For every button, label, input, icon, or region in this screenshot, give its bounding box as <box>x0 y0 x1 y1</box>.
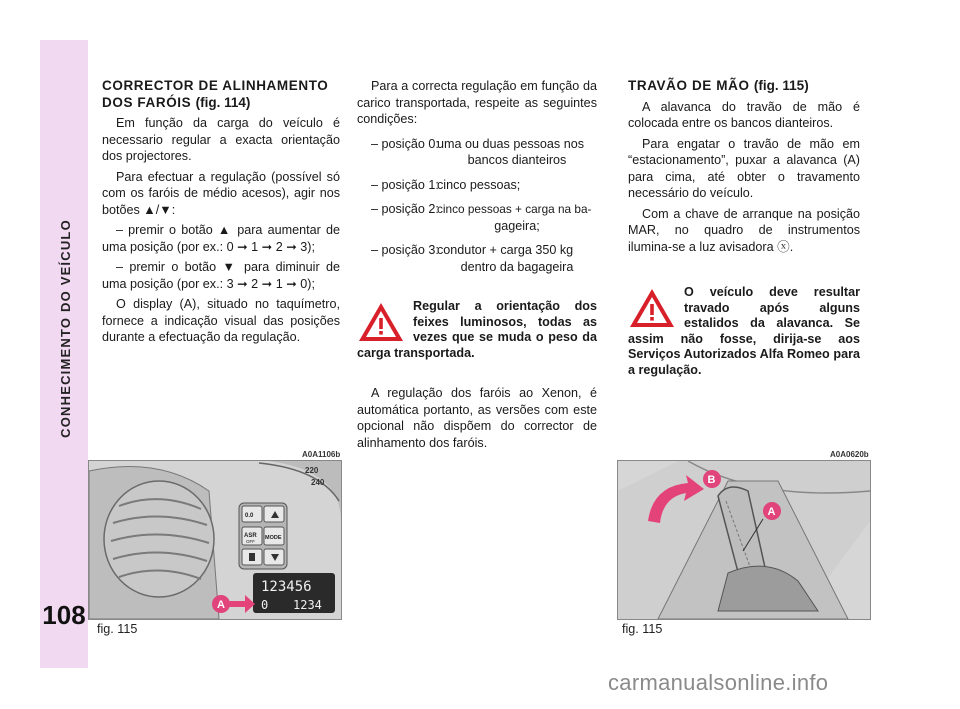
asr-off-button[interactable] <box>242 527 262 545</box>
svg-text:A: A <box>767 506 776 518</box>
headlamp-down-button[interactable] <box>264 549 284 565</box>
section-heading: TRAVÃO DE MÃO (fig. 115) <box>628 78 809 93</box>
paragraph: – premir o botão ▲ para aumentar de uma posição (por ex.: 0 ➞ 1 ➞ 2 ➞ 3); <box>102 223 340 254</box>
warning-triangle-icon <box>628 287 676 329</box>
svg-text:0: 0 <box>261 598 269 612</box>
speedo-240: 240 <box>311 478 325 487</box>
column-handbrake <box>628 78 860 378</box>
section-title: CONHECIMENTO DO VEÍCULO <box>57 218 73 438</box>
paragraph: Com a chave de arranque na posição MAR, no quadro de instrumentos ilumina-se a luz avisadora ⓧ. <box>628 206 860 254</box>
headlamp-up-button[interactable] <box>264 506 284 522</box>
reset-button[interactable] <box>242 506 262 522</box>
paragraph: A alavanca do travão de mão é colocada entre os bancos dianteiros. <box>628 99 860 130</box>
odometer-display <box>253 573 335 613</box>
svg-text:1234: 1234 <box>293 598 322 612</box>
sidebar-title <box>52 68 78 588</box>
figure-caption: fig. 115 <box>622 622 663 636</box>
column-headlamp-corrector <box>102 78 340 350</box>
position-item: – posição 2: cinco pessoas + carga na ba- gageira; <box>371 202 592 233</box>
warning-note: O veículo deve resultar travado após alguns estalidos da alavanca. Se assim não fosse, dirija-se aos Serviços Autorizados Alfa Romeo para a regulação. <box>628 285 860 377</box>
position-item: – posição 1: cinco pessoas; <box>371 177 521 192</box>
watermark: carmanualsonline.info <box>608 670 829 695</box>
figure-dashboard-panel <box>88 460 342 620</box>
section-heading: CORRECTOR DE ALINHAMENTO DOS FARÓIS (fig. 114) <box>102 78 329 110</box>
svg-text:A: A <box>217 599 225 611</box>
figure-caption: fig. 115 <box>97 622 138 636</box>
svg-text:123456: 123456 <box>261 579 312 595</box>
svg-text:B: B <box>707 474 716 486</box>
svg-text:OFF: OFF <box>246 539 255 544</box>
paragraph: Para engatar o travão de mão em “estacionamento”, puxar a alavanca (A) para cima, até obter o travamento necessário do veículo. <box>628 136 860 200</box>
figure-code: A0A0620b <box>830 450 869 459</box>
warning-triangle-icon <box>357 301 405 343</box>
page-number: 108 <box>42 600 86 630</box>
svg-text:MODE: MODE <box>265 535 282 541</box>
position-item: – posição 3: condutor + carga 350 kg dentro da bagageira <box>371 243 574 274</box>
figure-code: A0A1106b <box>302 450 341 459</box>
paragraph: Para a correcta regulação em função da carico transportada, respeite as seguintes condições: <box>357 79 597 126</box>
mode-button[interactable] <box>264 527 284 545</box>
warning-note: Regular a orientação dos feixes luminosos, todas as vezes que se muda o peso da carga transportada. <box>357 299 597 360</box>
fuel-button[interactable] <box>242 549 262 565</box>
speedo-220: 220 <box>305 466 319 475</box>
dashboard-illustration <box>89 461 341 619</box>
paragraph: A regulação dos faróis ao Xenon, é automática portanto, as versões com este opcional não dispõem do corrector de alinhamento dos faróis. <box>357 386 597 450</box>
column-load-positions <box>357 78 597 455</box>
figure-handbrake <box>617 460 871 620</box>
paragraph: O display (A), situado no taquímetro, fornece a indicação visual das posições durante a efectuação da regulação. <box>102 297 340 344</box>
svg-text:ASR: ASR <box>244 533 257 539</box>
handbrake-illustration <box>618 461 870 619</box>
svg-text:0.0: 0.0 <box>245 513 254 519</box>
position-item: – posição 0: uma ou duas pessoas nos bancos dianteiros <box>371 136 585 167</box>
paragraph: Para efectuar a regulação (possível só com os faróis de médio acesos), agir nos botões ▲/▼: <box>102 169 340 217</box>
paragraph: Em função da carga do veículo é necessario regular a exacta orientação dos projectores. <box>102 116 340 163</box>
paragraph: – premir o botão ▼ para diminuir de uma posição (por ex.: 3 ➞ 2 ➞ 1 ➞ 0); <box>102 260 340 291</box>
